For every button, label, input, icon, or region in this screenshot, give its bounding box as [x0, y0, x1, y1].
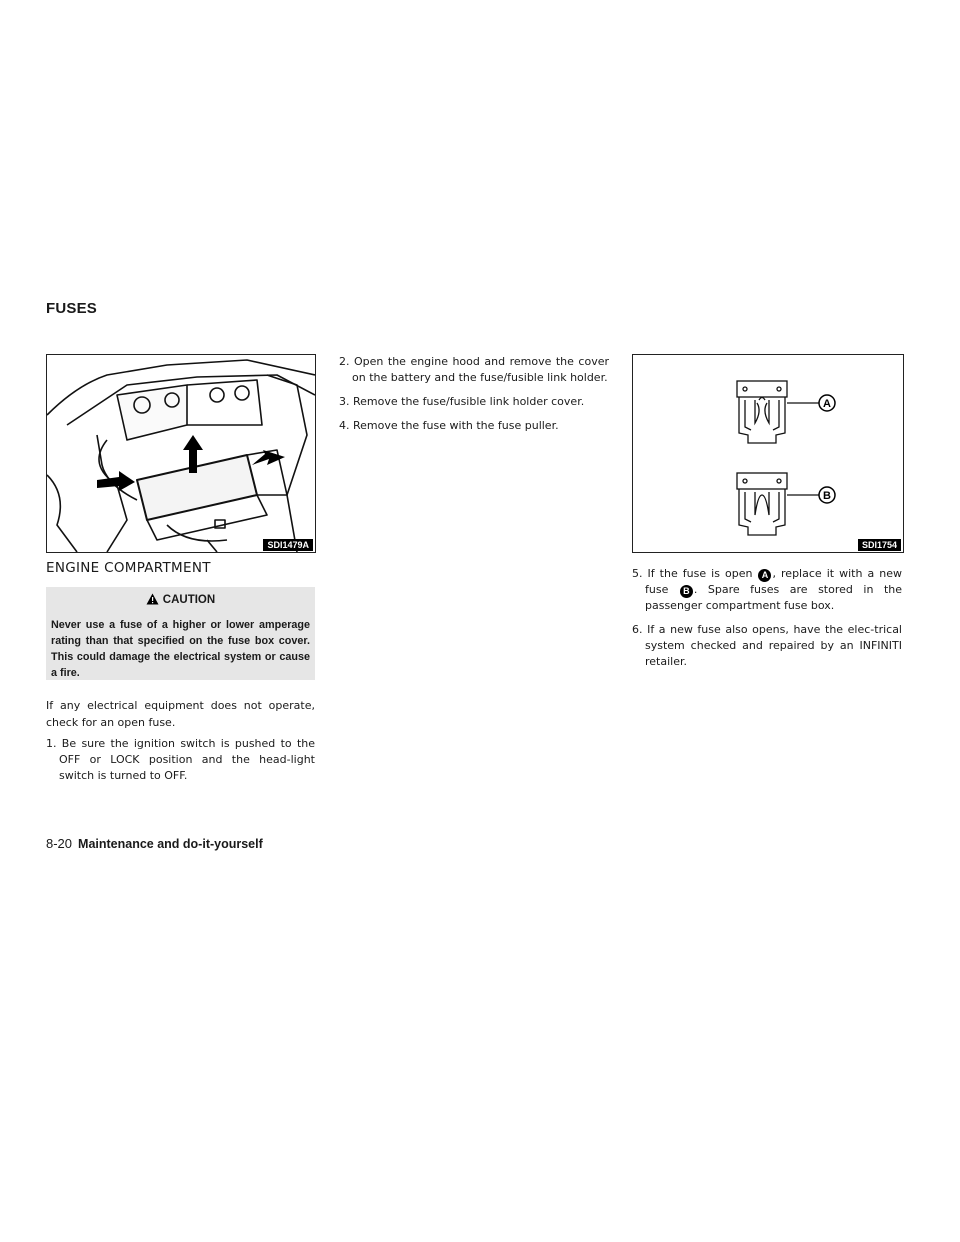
battery-fuse-holder-illustration — [47, 355, 315, 552]
intro-paragraph: If any electrical equipment does not operate, check for an open fuse. — [46, 699, 315, 729]
caution-box — [46, 587, 315, 680]
caution-header — [46, 587, 315, 611]
figure-code: SDI1479A — [263, 539, 313, 551]
section-title: FUSES — [46, 300, 98, 317]
step-2: 2. Open the engine hood and remove the cover on the battery and the fuse/fusible link holder. — [339, 355, 609, 384]
fuse-illustration — [633, 355, 903, 552]
callout-b-icon: B — [680, 585, 693, 598]
steps-list-middle — [339, 354, 609, 442]
callout-a-icon: A — [758, 569, 771, 582]
caution-text: Never use a fuse of a higher or lower amperage rating than that specified on the fuse box cover. This could damage the electrical system or cause a fire. — [51, 619, 310, 679]
step-4: 4. Remove the fuse with the fuse puller. — [339, 419, 559, 432]
step-1: 1. Be sure the ignition switch is pushed to the OFF or LOCK position and the head-light switch is turned to OFF. — [46, 737, 315, 782]
caution-title: CAUTION — [162, 594, 216, 606]
page-footer — [46, 836, 263, 851]
label-b: B — [823, 490, 831, 502]
label-a: A — [823, 398, 831, 410]
fuse-figure — [632, 354, 904, 553]
step-6: 6. If a new fuse also opens, have the elec-trical system checked and repaired by an INFINITI retailer. — [632, 623, 902, 668]
steps-list-right — [632, 566, 902, 678]
engine-compartment-figure — [46, 354, 316, 553]
heading-engine-compartment: ENGINE COMPARTMENT — [46, 560, 211, 576]
step-5: 5. If the fuse is open A , replace it with a new fuse B . Spare fuses are stored in the passenger compartment fuse box. — [632, 567, 902, 612]
step-3: 3. Remove the fuse/fusible link holder cover. — [339, 395, 585, 408]
steps-list-left — [46, 736, 315, 792]
figure-code: SDI1754 — [858, 539, 901, 551]
warning-icon — [146, 593, 159, 605]
chapter-title: Maintenance and do-it-yourself — [78, 837, 263, 851]
page-number: 8-20 — [46, 836, 73, 851]
